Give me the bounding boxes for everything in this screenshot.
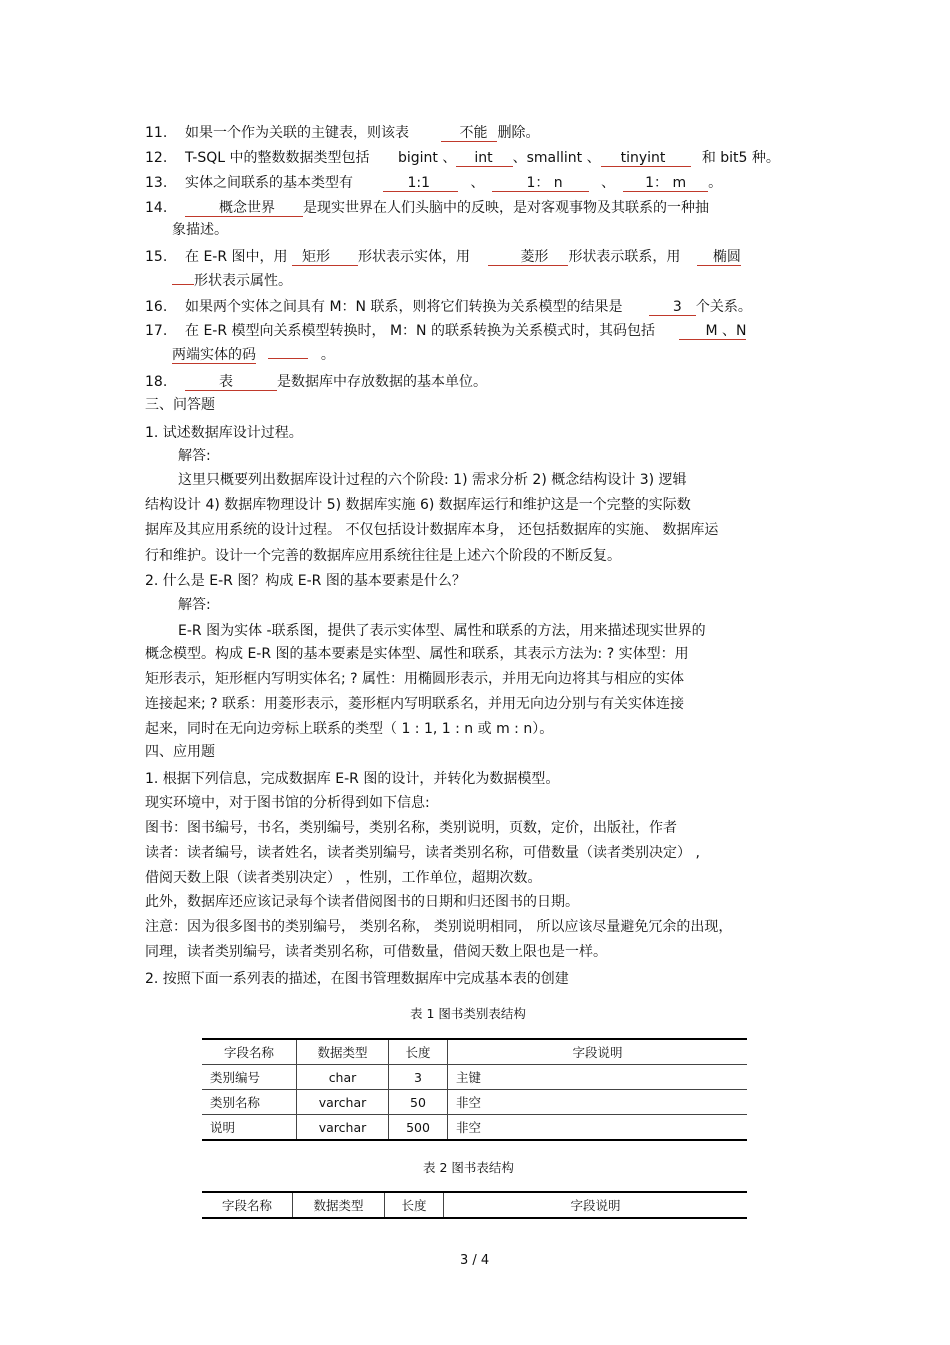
- question-15-line2: 形状表示属性。: [172, 272, 292, 290]
- answer-blank: 不能: [441, 125, 497, 142]
- qa2-line: 连接起来; ? 联系：用菱形表示，菱形框内写明联系名，并用无向边分别与有关实体连接: [145, 696, 685, 712]
- answer-blank: tinyint: [601, 150, 692, 167]
- answer-blank: 1:1: [383, 175, 458, 192]
- qa1-answer-label: 解答:: [178, 448, 211, 464]
- qa1-line: 结构设计 4) 数据库物理设计 5) 数据库实施 6) 数据库运行和维护这是一个完整的实际数: [145, 497, 691, 513]
- qa2-line: E-R 图为实体 -联系图，提供了表示实体型、属性和联系的方法，用来描述现实世界的: [178, 623, 706, 639]
- question-17-line2: 两端实体的码 。: [172, 347, 335, 363]
- table1: [202, 1038, 747, 1141]
- question-12: 12. T-SQL 中的整数数据类型包括 bigint 、 int 、smallint 、 tinyint 和 bit5 种。: [145, 150, 780, 166]
- app1-title: 1. 根据下列信息，完成数据库 E-R 图的设计，并转化为数据模型。: [145, 771, 560, 787]
- question-18: 18. 表 是数据库中存放数据的基本单位。: [145, 374, 487, 390]
- question-13: 13. 实体之间联系的基本类型有 1:1 、 1： n 、 1： m 。: [145, 175, 723, 191]
- qa2-line: 起来，同时在无向边旁标上联系的类型（ 1 : 1, 1 : n 或 m : n）。: [145, 721, 554, 737]
- app1-line: 读者：读者编号，读者姓名，读者类别编号，读者类别名称，可借数量（读者类别决定） ,: [145, 845, 700, 861]
- table-row: 说明 varchar 500 非空: [202, 1115, 747, 1141]
- table-row: 类别编号 char 3 主键: [202, 1065, 747, 1090]
- question-14-line2: 象描述。: [172, 222, 228, 238]
- app1-line: 现实环境中，对于图书馆的分析得到如下信息:: [145, 795, 430, 811]
- page-number: 3 / 4: [460, 1253, 490, 1268]
- app1-line: 注意：因为很多图书的类别编号， 类别名称， 类别说明相同， 所以应该尽量避免冗余的出现，: [145, 919, 733, 935]
- table2-caption: 表 2 图书表结构: [423, 1160, 514, 1175]
- app1-line: 借阅天数上限（读者类别决定） ，性别，工作单位，超期次数。: [145, 870, 542, 886]
- question-14: 14. 概念世界 是现实世界在人们头脑中的反映，是对客观事物及其联系的一种抽: [145, 200, 709, 216]
- qa2-line: 概念模型。构成 E-R 图的基本要素是实体型、属性和联系，其表示方法为: ? 实体型：用: [145, 646, 689, 662]
- qa1-line: 行和维护。设计一个完善的数据库应用系统往往是上述六个阶段的不断反复。: [145, 548, 621, 564]
- answer-blank: 表: [185, 374, 277, 391]
- question-16: 16. 如果两个实体之间具有 M：N 联系，则将它们转换为关系模型的结果是 3 个关系。: [145, 299, 752, 315]
- qa2-answer-label: 解答:: [178, 597, 211, 613]
- table-row: 类别名称 varchar 50 非空: [202, 1090, 747, 1115]
- app1-line: 图书：图书编号，书名，类别编号，类别名称，类别说明，页数，定价，出版社，作者: [145, 820, 677, 836]
- answer-blank: M 、N: [679, 323, 746, 340]
- table-header-row: 字段名称 数据类型 长度 字段说明: [202, 1039, 747, 1065]
- qa2-title: 2. 什么是 E-R 图？构成 E-R 图的基本要素是什么？: [145, 573, 466, 589]
- app1-line: 此外，数据库还应该记录每个读者借阅图书的日期和归还图书的日期。: [145, 894, 579, 910]
- section-heading-4: 四、应用题: [145, 744, 215, 760]
- answer-blank: 1： n: [492, 175, 588, 192]
- answer-blank: 概念世界: [185, 200, 303, 217]
- table-header-row: 字段名称 数据类型 长度 字段说明: [202, 1192, 747, 1218]
- question-11: 11. 如果一个作为关联的主键表，则该表 不能 删除。: [145, 125, 540, 141]
- answer-blank: 矩形: [292, 249, 358, 266]
- answer-blank: 3: [649, 299, 696, 316]
- section-heading-3: 三、问答题: [145, 397, 215, 413]
- question-17: 17. 在 E-R 模型向关系模型转换时， M：N 的联系转换为关系模式时，其码包括 M 、N: [145, 323, 747, 339]
- answer-blank: 菱形: [488, 249, 568, 266]
- app1-line: 同理，读者类别编号，读者类别名称，可借数量，借阅天数上限也是一样。: [145, 944, 607, 960]
- app2-title: 2. 按照下面一系列表的描述，在图书管理数据库中完成基本表的创建: [145, 971, 569, 987]
- answer-blank: 1： m: [623, 175, 708, 192]
- qa1-title: 1. 试述数据库设计过程。: [145, 425, 303, 441]
- qa2-line: 矩形表示，矩形框内写明实体名; ? 属性：用椭圆形表示，并用无向边将其与相应的实体: [145, 671, 685, 687]
- answer-blank: 椭圆: [697, 249, 741, 266]
- answer-blank: int: [456, 150, 512, 167]
- qa1-line: 据库及其应用系统的设计过程。 不仅包括设计数据库本身， 还包括数据库的实施、 数据库运: [145, 522, 719, 538]
- table2: [202, 1191, 747, 1219]
- qa1-line: 这里只概要列出数据库设计过程的六个阶段: 1) 需求分析 2) 概念结构设计 3) 逻辑: [178, 472, 687, 488]
- table1-caption: 表 1 图书类别表结构: [410, 1006, 526, 1021]
- question-15: 15. 在 E-R 图中，用 矩形 形状表示实体，用 菱形 形状表示联系，用 椭圆: [145, 249, 741, 265]
